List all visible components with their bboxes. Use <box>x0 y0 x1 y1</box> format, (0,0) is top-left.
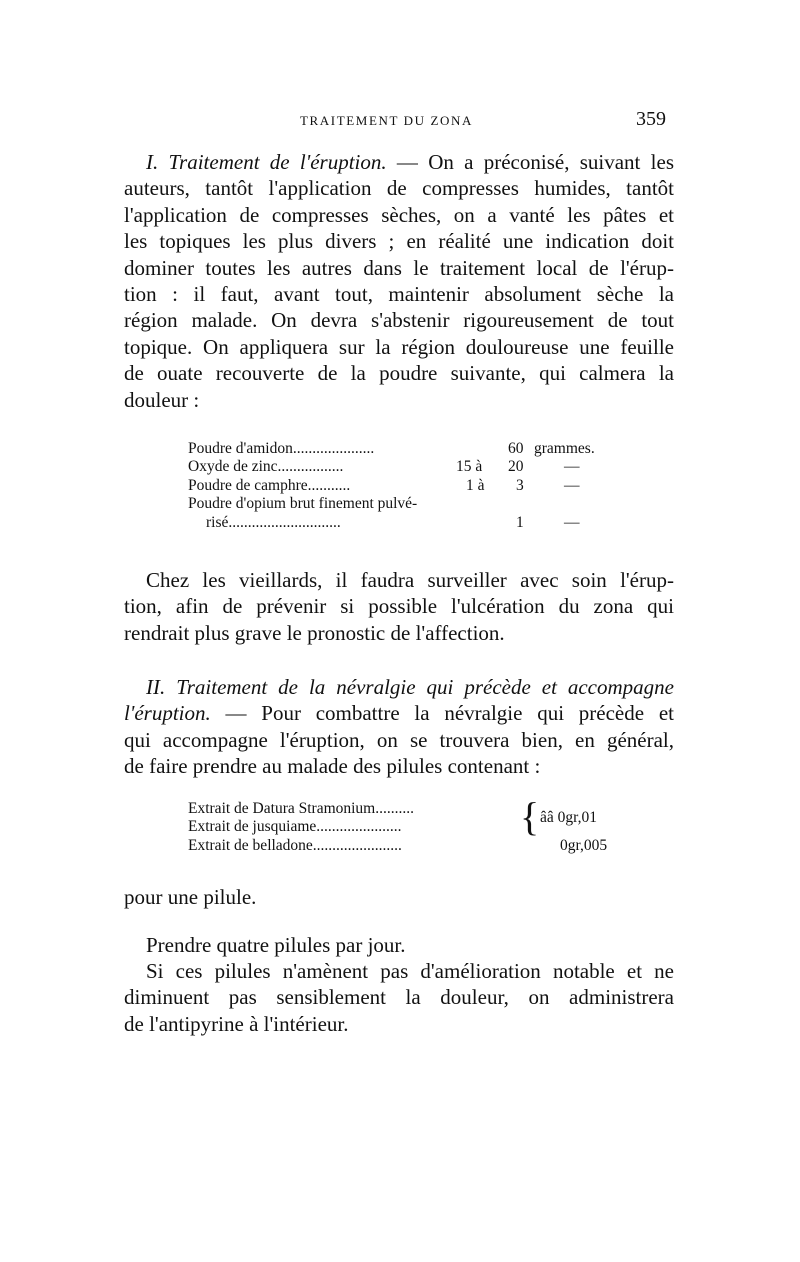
text-line: qui accompagne l'éruption, on se trouvera bien, en général, <box>124 727 674 752</box>
ingredient-unit: — <box>564 513 580 531</box>
ingredient-range: 15 à <box>456 458 483 476</box>
ingredient-name: Extrait de belladone....................... <box>188 836 402 854</box>
page-number: 359 <box>636 108 666 130</box>
text-line: de ouate recouverte de la poudre suivante, qui calmera la <box>124 361 674 386</box>
shared-dose: ââ 0gr,01 <box>540 809 598 826</box>
text-line: auteurs, tantôt l'application de compresses humides, tantôt <box>124 176 674 201</box>
recipe-row <box>188 495 618 513</box>
ingredient-name: risé............................. <box>206 513 341 531</box>
text-line: rendrait plus grave le pronostic de l'affection. <box>124 620 505 645</box>
running-title: TRAITEMENT DU ZONA <box>300 113 473 128</box>
recipe-row <box>188 458 618 476</box>
section-2-paragraph <box>124 674 674 780</box>
text-line: pour une pilule. <box>124 885 257 909</box>
text-line: de faire prendre au malade des pilules contenant : <box>124 754 541 779</box>
text-line: dominer toutes les autres dans le traitement local de l'érup- <box>124 255 674 280</box>
antipyrine-paragraph <box>124 958 674 1037</box>
ingredient-qty: 20 <box>508 458 524 476</box>
ingredient-unit: — <box>564 476 580 494</box>
ingredient-dose: 0gr,005 <box>560 836 608 854</box>
ingredient-name: Extrait de Datura Stramonium.......... <box>188 800 414 817</box>
ingredient-name: Extrait de jusquiame...................... <box>188 818 402 836</box>
dosage-note <box>124 932 674 958</box>
ingredient-qty: 1 <box>516 513 524 531</box>
recipe-row <box>188 440 618 458</box>
text-line: tion : il faut, avant tout, maintenir absolument sèche la <box>124 282 674 307</box>
pill-note <box>124 884 674 910</box>
recipe-row <box>188 477 618 495</box>
text-line: Chez les vieillards, il faudra surveiller avec soin l'érup- <box>146 568 674 592</box>
ingredient-name: Oxyde de zinc................. <box>188 458 344 476</box>
section-1-heading: I. Traitement de l'éruption. <box>146 150 387 174</box>
ingredient-range: 1 à <box>466 476 485 494</box>
text-line: l'éruption. — Pour combattre la névralgie qui précède et <box>124 701 674 726</box>
recipe-powder-table <box>188 440 618 532</box>
ingredient-name: Poudre de camphre........... <box>188 476 351 494</box>
text-line: Si ces pilules n'amènent pas d'amélioration notable et ne <box>146 959 674 983</box>
ingredient-qty: 60 <box>508 440 524 457</box>
text-line: région malade. On devra s'abstenir rigoureusement de tout <box>124 308 674 333</box>
ingredient-unit: — <box>564 458 580 476</box>
section-1-paragraph <box>124 149 674 413</box>
section-2-heading: II. Traitement de la névralgie qui précède et accompagne <box>146 675 674 699</box>
ingredient-qty: 3 <box>516 476 524 494</box>
text-line: topique. On appliquera sur la région douloureuse une feuille <box>124 334 674 359</box>
recipe-row <box>188 837 628 855</box>
ingredient-unit: grammes. <box>534 440 595 457</box>
text-line: tion, afin de prévenir si possible l'ulcération du zona qui <box>124 594 674 619</box>
text-line: diminuent pas sensiblement la douleur, on administrera <box>124 985 674 1010</box>
elderly-paragraph <box>124 567 674 646</box>
text-line: douleur : <box>124 387 200 412</box>
ingredient-name: Poudre d'opium brut finement pulvé- <box>188 495 418 513</box>
recipe-row <box>188 514 618 532</box>
curly-brace-icon: { <box>520 794 540 839</box>
text-line: Prendre quatre pilules par jour. <box>146 933 406 957</box>
recipe-pill-table <box>188 794 628 855</box>
text-line: de l'antipyrine à l'intérieur. <box>124 1011 349 1036</box>
text-line: les topiques les plus divers ; en réalité une indication doit <box>124 229 674 254</box>
text-line: I. Traitement de l'éruption. — On a préconisé, suivant les <box>146 150 674 174</box>
ingredient-name: Poudre d'amidon..................... <box>188 440 375 457</box>
text-line: l'application de compresses sèches, on a vanté les pâtes et <box>124 202 674 227</box>
